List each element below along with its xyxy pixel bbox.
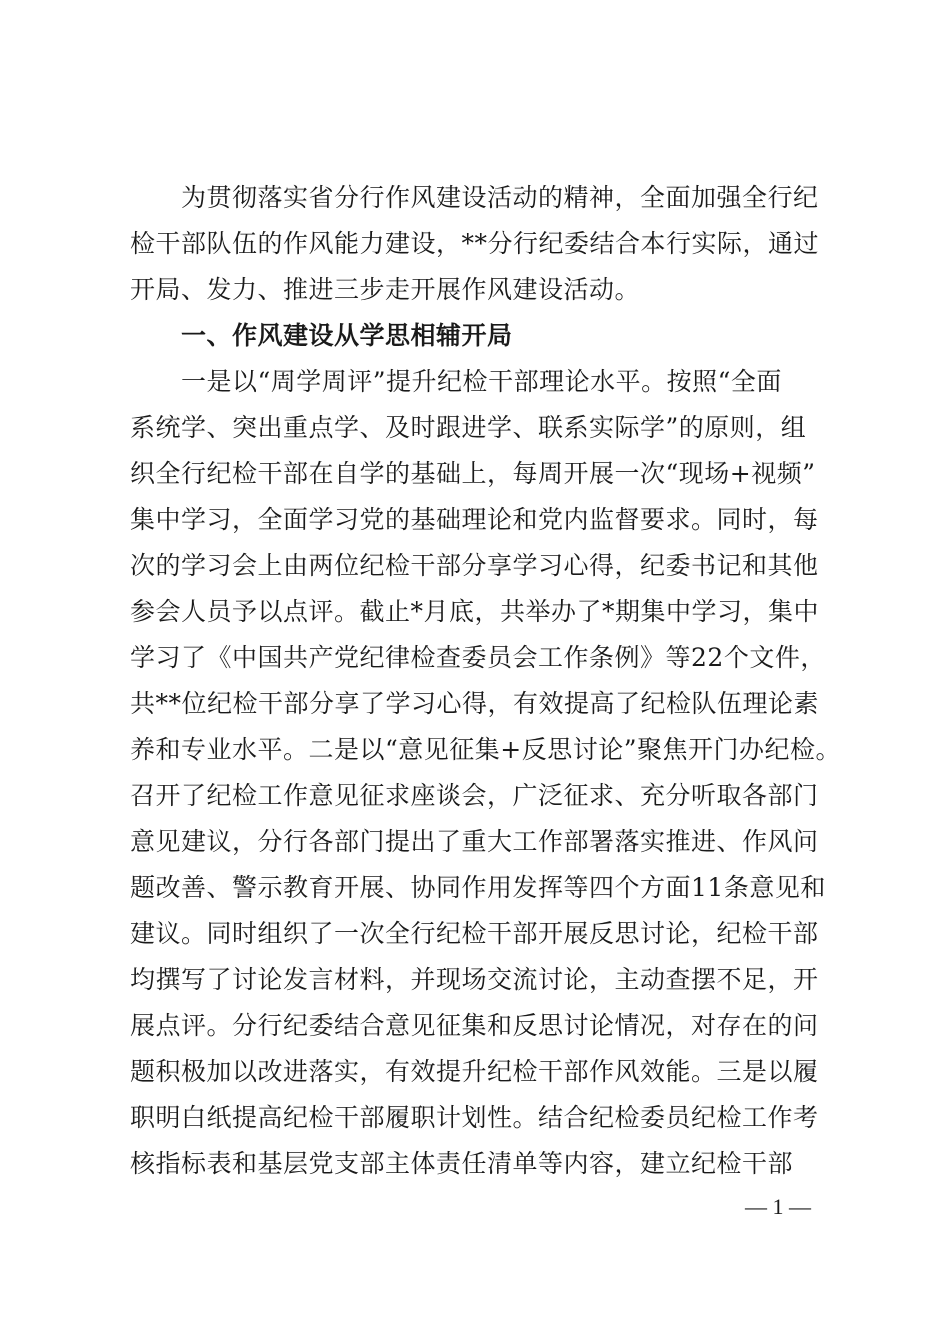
paragraph-line: 养和专业水平。二是以“意见征集+反思讨论”聚焦开门办纪检。 — [130, 735, 842, 764]
paragraph-line: 题积极加以改进落实，有效提升纪检干部作风效能。三是以履 — [130, 1057, 819, 1086]
paragraph-line: 意见建议，分行各部门提出了重大工作部署落实推进、作风问 — [130, 827, 819, 856]
section-heading: 一、作风建设从学思相辅开局 — [181, 321, 513, 350]
paragraph-line: 织全行纪检干部在自学的基础上，每周开展一次“现场+视频” — [130, 459, 816, 488]
paragraph-line: 检干部队伍的作风能力建设，**分行纪委结合本行实际，通过 — [130, 229, 820, 258]
paragraph-line: 为贯彻落实省分行作风建设活动的精神，全面加强全行纪 — [181, 183, 819, 212]
paragraph-line: 集中学习，全面学习党的基础理论和党内监督要求。同时，每 — [130, 505, 819, 534]
paragraph-line: 展点评。分行纪委结合意见征集和反思讨论情况，对存在的问 — [130, 1011, 819, 1040]
paragraph-line: 题改善、警示教育开展、协同作用发挥等四个方面11条意见和 — [130, 873, 826, 902]
paragraph-line: 均撰写了讨论发言材料，并现场交流讨论，主动查摆不足，开 — [130, 965, 819, 994]
paragraph-line: 一是以“周学周评”提升纪检干部理论水平。按照“全面 — [181, 367, 782, 396]
paragraph-line: 职明白纸提高纪检干部履职计划性。结合纪检委员纪检工作考 — [130, 1103, 819, 1132]
paragraph-line: 建议。同时组织了一次全行纪检干部开展反思讨论，纪检干部 — [130, 919, 819, 948]
page-number: — 1 — — [745, 1194, 811, 1219]
paragraph-line: 参会人员予以点评。截止*月底，共举办了*期集中学习，集中 — [130, 597, 820, 626]
paragraph-line: 核指标表和基层党支部主体责任清单等内容，建立纪检干部 — [130, 1149, 794, 1178]
paragraph-line: 系统学、突出重点学、及时跟进学、联系实际学”的原则，组 — [130, 413, 807, 442]
paragraph-line: 召开了纪检工作意见征求座谈会，广泛征求、充分听取各部门 — [130, 781, 819, 810]
paragraph-line: 共**位纪检干部分享了学习心得，有效提高了纪检队伍理论素 — [130, 689, 820, 718]
paragraph-line: 开局、发力、推进三步走开展作风建设活动。 — [130, 275, 641, 304]
paragraph-line: 次的学习会上由两位纪检干部分享学习心得，纪委书记和其他 — [130, 551, 819, 580]
paragraph-line: 学习了《中国共产党纪律检查委员会工作条例》等22个文件， — [130, 643, 826, 672]
